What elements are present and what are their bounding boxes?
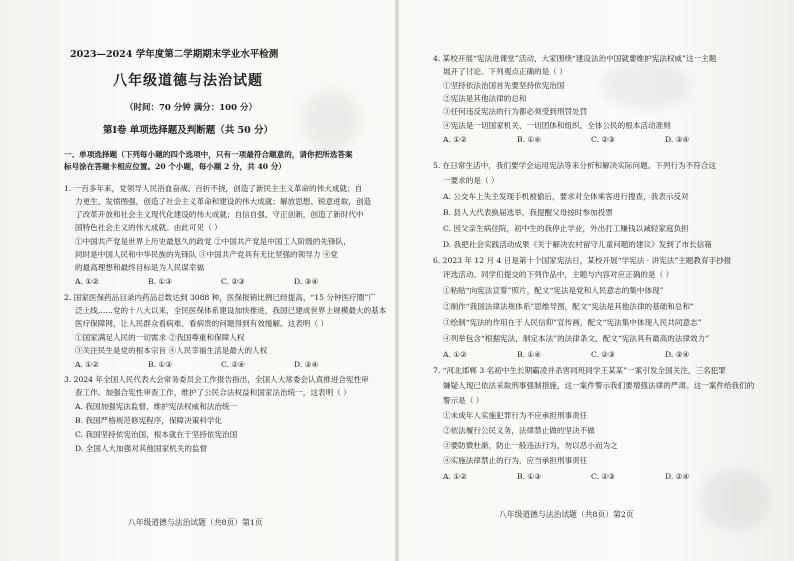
- q6-option: ③绘制“宪法的作用在于人民信仰”宣传画，配文“宪法集中体现人民共同意志”: [443, 318, 702, 327]
- time-info: （时间：70 分钟 满分：100 分）: [125, 103, 257, 113]
- q2-stem: 2. 国家医保药品目录内药品总数达到 3088 种，医保报销比例已经提高，“15 分钟医疗圈”广: [64, 293, 376, 302]
- q7-option: ③要防微杜渐，防止一般违法行为，勿以恶小而为之: [443, 441, 618, 450]
- q7-option: ①未成年人实施犯罪行为不应承担刑事责任: [443, 411, 588, 420]
- q1-choice[interactable]: A. ①②: [75, 277, 99, 286]
- q3-stem: 查工作。加强合宪性审查工作，维护了公民合法权益和国家法治统一，这表明（ ）: [75, 388, 351, 397]
- intro-line: 标号涂在答题卡相应位置。20 个小题，每小题 2 分，共 40 分）: [64, 162, 286, 171]
- q1-stem: 了改革开放和社会主义现代化建设的伟大成就；自信自强、守正创新，创造了新时代中: [75, 210, 364, 219]
- q4-stem: 展开了讨论。下列观点正确的是（ ）: [443, 67, 567, 76]
- q4-option: ②宪法是其他法律的总和: [443, 94, 527, 103]
- q5-stem: 一要求的是（ ）: [443, 176, 499, 185]
- q2-option: ①国家满足人民的一切需求 ②我国尊重和保障人权: [75, 333, 245, 342]
- q4-option: ③任何违反宪法的行为都必须受到刑罚处罚: [443, 107, 588, 116]
- q1-option: ①中国共产党是世界上历史最悠久的政党 ②中国共产党是中国工人阶级的先锋队，: [75, 237, 351, 246]
- q1-option: 的最高理想和最终目标是为人民谋幸福: [75, 263, 205, 272]
- q4-stem: 4. 某校开展“宪法进课堂”活动，大家围绕“建设法治中国就要维护宪法权威”这一主题: [433, 54, 717, 63]
- q2-choice[interactable]: D. ③④: [294, 360, 319, 369]
- q5-option[interactable]: D. 我把社会实践活动成果《关于解决农村留守儿童问题的建议》发到了市长信箱: [443, 240, 712, 249]
- q1-choice[interactable]: C. ②③: [221, 277, 245, 286]
- q5-stem: 5. 在日常生活中，我们要学会运用宪法等来分析和解决实际问题。下列行为不符合这: [433, 161, 717, 170]
- q6-choice[interactable]: C. ②③: [591, 350, 615, 359]
- q7-stem: 嫌疑人现已依法采取刑事强制措施，这一案件警示我们要增强法律的严肃。这一案件给我们的: [443, 381, 755, 390]
- section-title: 第Ⅰ卷 单项选择题及判断题（共 50 分）: [103, 125, 274, 136]
- q6-option: ①粘贴“向宪法宣誓”照片，配文“宪法是党和人民意志的集中体现”: [443, 286, 664, 295]
- exam-header: 2023—2024 学年度第二学期期末学业水平检测: [70, 49, 279, 60]
- q4-option: ④宪法是一切国家机关、一切团体和组织、全体公民的根本活动准则: [443, 121, 671, 130]
- page-footer: 八年级道德与法治试题（共8页）第2页: [499, 510, 634, 519]
- q6-choice[interactable]: B. ①④: [517, 350, 542, 359]
- q1-stem: 力更生、发愤图强，创造了社会主义革命和建设的伟大成就；解放思想、锐意进取，创造: [75, 197, 372, 206]
- exam-title: 八年级道德与法治试题: [113, 73, 263, 89]
- q2-choice[interactable]: B. ①③: [148, 360, 173, 369]
- q3-option[interactable]: B. 我国严格规范修宪程序，保障决策科学化: [75, 416, 223, 425]
- q7-choice[interactable]: C. ②③: [591, 472, 615, 481]
- q7-choice[interactable]: A. ①②: [443, 472, 467, 481]
- q6-stem: 6. 2023 年 12 月 4 日是第十个国家宪法日，某校开展“学宪法 · 讲宪法”主题教育手抄报: [433, 256, 732, 265]
- q7-option: ②依法履行公民义务，法律禁止做的坚决不做: [443, 426, 595, 435]
- q4-choice[interactable]: B. ①④: [517, 135, 542, 144]
- page-footer: 八年级道德与法治试题（共8页）第1页: [128, 518, 263, 527]
- q4-option: ①坚持依法治国首先要坚持依宪治国: [443, 81, 565, 90]
- q2-stem: 泛上线……党的十八大以来，全民医保体系建设加快推进，我国已建成世界上规模最大的基本: [75, 306, 387, 315]
- right-page: [397, 0, 794, 561]
- q7-stem: 7. “河北邯郸 3 名初中生长期霸凌并杀害同班同学王某某”一案引发全国关注，三名犯罪: [433, 366, 726, 375]
- q2-option: ③关注民生是党的根本宗旨 ④人民幸福生活是最大的人权: [75, 346, 268, 355]
- q6-option: ②制作“我国法律法规体系”思维导图，配文“宪法是其他法律的基础和总和”: [443, 302, 694, 311]
- q6-choice[interactable]: D. ③④: [665, 350, 690, 359]
- q7-choice[interactable]: B. ①③: [517, 472, 542, 481]
- q2-choice[interactable]: A. ①②: [75, 360, 99, 369]
- q4-choice[interactable]: A. ①②: [443, 135, 467, 144]
- q6-stem: 评选活动。同学们提交的下列作品中，主题与内容对应正确的是（ ）: [443, 270, 674, 279]
- q3-option[interactable]: C. 我国坚持依宪治国，根本就在于坚持依宪治国: [75, 430, 238, 439]
- q1-stem: 国特色社会主义的伟大成就。由此可见（ ）: [75, 223, 222, 232]
- q5-option[interactable]: C. 因父亲生病住院，初中生的我停止学业，外出打工赚钱以减轻家庭负担: [443, 224, 689, 233]
- q6-choice[interactable]: A. ①②: [443, 350, 467, 359]
- q3-stem: 3. 2024 年全国人民代表大会常务委员会工作报告指出，全国人大常委会认真推进合宪性审: [64, 375, 369, 384]
- q7-choice[interactable]: D. ②④: [665, 472, 690, 481]
- q1-option: 同时是中国人民和中华民族的先锋队 ③中国共产党具有无比坚强的领导力 ④党: [75, 250, 339, 259]
- q1-stem: 1. 一百多年来，党领导人民浴血奋战、百折不挠，创造了新民主主义革命的伟大成就；自: [64, 184, 363, 193]
- q1-choice[interactable]: B. ①③: [148, 277, 173, 286]
- q6-option: ④列举包含“根据宪法，制定本法”的法律条文，配文“宪法具有最高的法律效力”: [443, 334, 710, 343]
- q3-option[interactable]: A. 我国加强宪法监督，维护宪法权威和法治统一: [75, 402, 238, 411]
- q7-stem: 警示是（ ）: [443, 396, 484, 405]
- q2-stem: 医疗保障网，让人民群众看病难、看病贵的问题得到有效缓解。这表明（ ）: [75, 319, 329, 328]
- q7-option: ④实施法律禁止的行为，应当承担刑事责任: [443, 456, 588, 465]
- intro-line: 一、单项选择题（下列每小题的四个选项中，只有一项最符合题意的，请你把所选答案: [64, 150, 353, 159]
- q5-option[interactable]: B. 县人大代表换届选举，我提醒父母按时参加投票: [443, 208, 613, 217]
- q4-choice[interactable]: D. ③④: [665, 135, 690, 144]
- q1-choice[interactable]: D. ③④: [294, 277, 319, 286]
- q2-choice[interactable]: C. ②④: [221, 360, 245, 369]
- q3-option[interactable]: D. 全国人大加强对其他国家机关的监督: [75, 444, 208, 453]
- q5-option[interactable]: A. 公交车上失主发现手机被偷后，要求对全体乘客进行搜查，我表示反对: [443, 192, 689, 201]
- q4-choice[interactable]: C. ②③: [591, 135, 615, 144]
